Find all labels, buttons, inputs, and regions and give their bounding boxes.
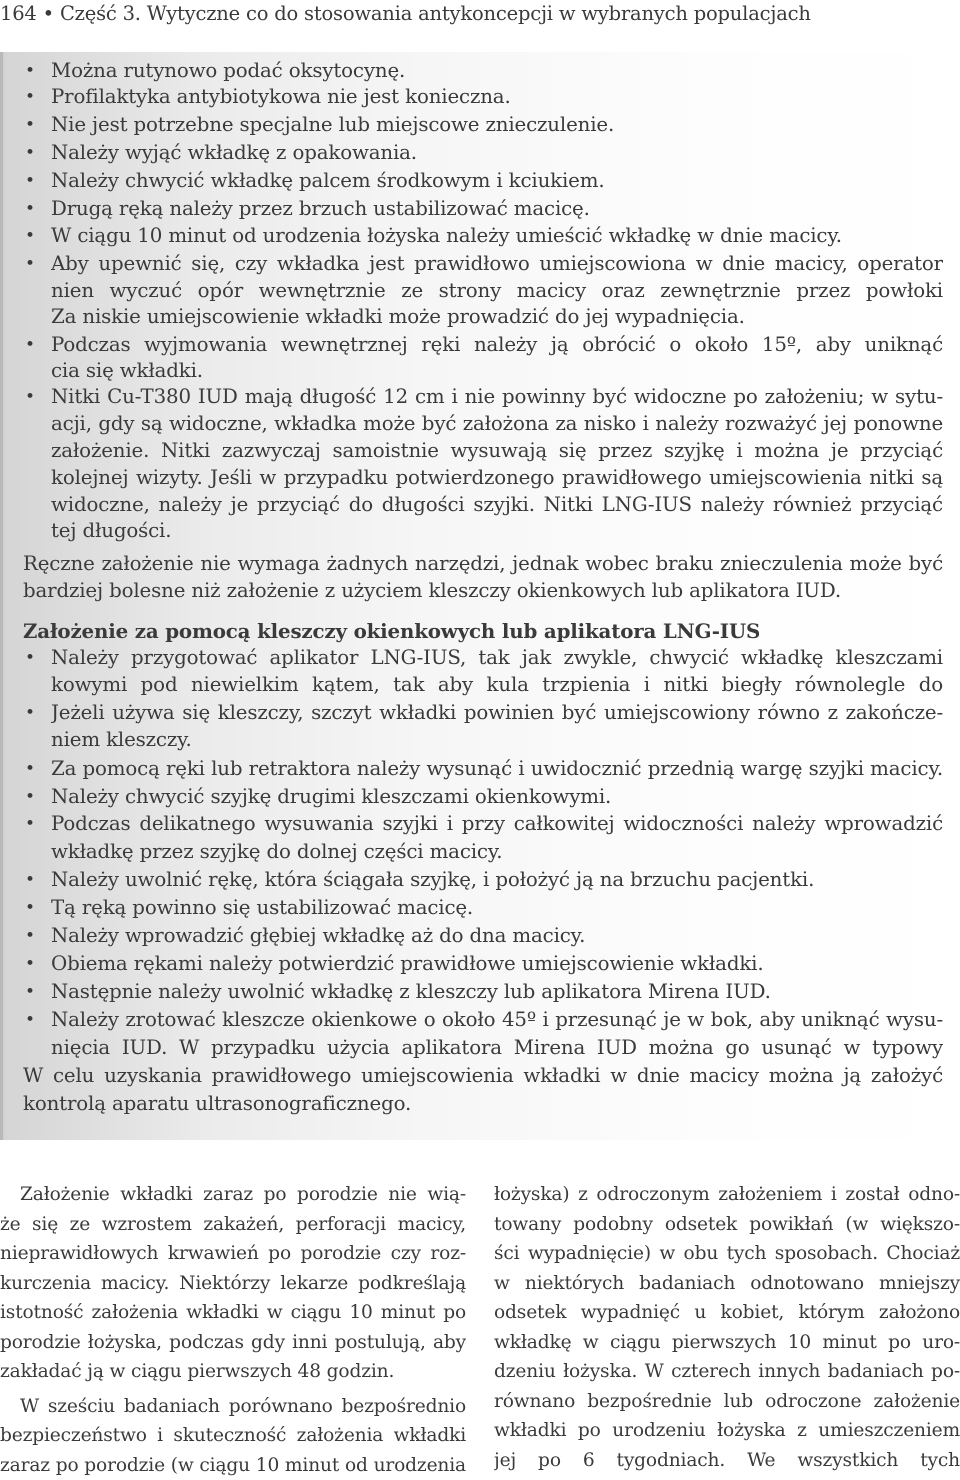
column-line: towany podobny odsetek powikłań (w większo- xyxy=(494,1210,960,1240)
bullet-marker: • xyxy=(25,645,35,671)
text-line: wkładkę przez szyjkę do dolnej części macicy. xyxy=(51,839,502,865)
bullet-marker: • xyxy=(25,1007,35,1033)
text-line: założenie. Nitki zazwyczaj samoistnie wysuwają się przez szyjkę i można je przyciąć xyxy=(51,438,943,464)
column-line: Założenie wkładki zaraz po porodzie nie wią- xyxy=(20,1180,466,1210)
bullet-item-line: Za pomocą ręki lub retraktora należy wysunąć i uwidocznić przednią wargę szyjki macicy. xyxy=(51,756,943,782)
column-line: istotność założenia wkładki w ciągu 10 minut po xyxy=(0,1298,466,1328)
bullet-item-line: Jeżeli używa się kleszczy, szczyt wkładki powinien być umiejscowiony równo z zakończe- xyxy=(51,700,943,726)
text-line: widoczne, należy je przyciąć do długości szyjki. Nitki LNG-IUS należy również przyciąć xyxy=(51,492,943,518)
bullet-marker: • xyxy=(25,951,35,977)
bullet-item-line: Należy przygotować aplikator LNG-IUS, tak jak zwykle, chwycić wkładkę kleszczami xyxy=(51,645,943,671)
column-line: porodzie łożyska, podczas gdy inni postulują, aby xyxy=(0,1328,466,1358)
column-line: dzeniu łożyska. W czterech innych badaniach po- xyxy=(494,1357,960,1387)
text-line: nien wyczuć opór wewnętrznie ze strony macicy oraz zewnętrznie przez powłoki xyxy=(51,278,943,304)
procedure-box xyxy=(0,52,960,1140)
column-line: jej po 6 tygodniach. We wszystkich tych xyxy=(494,1446,960,1476)
page-number: 164 xyxy=(0,2,37,25)
bullet-marker: • xyxy=(25,867,35,893)
text-line: cia się wkładki. xyxy=(51,358,203,384)
bullet-marker: • xyxy=(25,811,35,837)
bullet-item-line: Nitki Cu-T380 IUD mają długość 12 cm i nie powinny być widoczne po założeniu; w sytu- xyxy=(51,384,943,410)
bullet-marker: • xyxy=(25,756,35,782)
text-line: kontrolą aparatu ultrasonograficznego. xyxy=(23,1091,411,1117)
bullet-marker: • xyxy=(25,196,35,222)
bullet-marker: • xyxy=(25,84,35,110)
bullet-marker: • xyxy=(25,251,35,277)
column-line: równano bezpośrednie lub odroczone założenie xyxy=(494,1387,960,1417)
column-line: zakładać ją w ciągu pierwszych 48 godzin. xyxy=(0,1357,466,1387)
bullet-marker: • xyxy=(25,58,35,84)
column-line: łożyska) z odroczonym założeniem i został odno- xyxy=(494,1180,960,1210)
bullet-marker: • xyxy=(25,895,35,921)
column-line: wkładki po urodzeniu łożyska z umieszczeniem xyxy=(494,1416,960,1446)
column-line: bezpieczeństwo i skuteczność założenia wkładki xyxy=(0,1421,466,1451)
text-line: bardziej bolesne niż założenie z użyciem kleszczy okienkowych lub aplikatora IUD. xyxy=(23,578,841,604)
bullet-item-line: Podczas wyjmowania wewnętrznej ręki należy ją obrócić o około 15º, aby uniknąć xyxy=(51,332,943,358)
bullet-marker: • xyxy=(25,979,35,1005)
column-line: zaraz po porodzie (w ciągu 10 minut od urodzenia xyxy=(0,1451,466,1480)
text-line: W celu uzyskania prawidłowego umiejscowienia wkładki w dnie macicy można ją założyć xyxy=(23,1063,943,1089)
header-separator: • xyxy=(43,2,54,25)
bullet-marker: • xyxy=(25,140,35,166)
bullet-item-line: Obiema rękami należy potwierdzić prawidłowe umiejscowienie wkładki. xyxy=(51,951,764,977)
bullet-item-line: Należy wyjąć wkładkę z opakowania. xyxy=(51,140,417,166)
bullet-item-line: Profilaktyka antybiotykowa nie jest konieczna. xyxy=(51,84,511,110)
bullet-item-line: Aby upewnić się, czy wkładka jest prawidłowo umiejscowiona w dnie macicy, operator xyxy=(51,251,943,277)
column-line: kurczenia macicy. Niektórzy lekarze podkreślają xyxy=(0,1269,466,1299)
text-line: niem kleszczy. xyxy=(51,727,192,753)
bullet-item-line: Należy uwolnić rękę, która ściągała szyjkę, i położyć ją na brzuchu pacjentki. xyxy=(51,867,814,893)
running-header xyxy=(0,2,940,26)
running-title: Część 3. Wytyczne co do stosowania antykoncepcji w wybranych populacjach xyxy=(60,2,811,25)
column-line: ści wypadnięcie) w obu tych sposobach. Chociaż xyxy=(494,1239,960,1269)
bullet-marker: • xyxy=(25,784,35,810)
section-heading: Założenie za pomocą kleszczy okienkowych lub aplikatora LNG-IUS xyxy=(23,618,760,644)
bullet-item-line: Należy zrotować kleszcze okienkowe o około 45º i przesunąć je w bok, aby uniknąć wysu- xyxy=(51,1007,943,1033)
text-line: Ręczne założenie nie wymaga żadnych narzędzi, jednak wobec braku znieczulenia może być xyxy=(23,551,943,577)
bullet-marker: • xyxy=(25,700,35,726)
bullet-item-line: Tą ręką powinno się ustabilizować macicę. xyxy=(51,895,473,921)
bullet-item-line: Nie jest potrzebne specjalne lub miejscowe znieczulenie. xyxy=(51,112,614,138)
text-line: Za niskie umiejscowienie wkładki może prowadzić do jej wypadnięcia. xyxy=(51,304,745,330)
column-line: w niektórych badaniach odnotowano mniejszy xyxy=(494,1269,960,1299)
text-line: kowymi pod niewielkim kątem, tak aby kula trzpienia i nitki biegły równolegle do xyxy=(51,672,943,698)
bullet-item-line: W ciągu 10 minut od urodzenia łożyska należy umieścić wkładkę w dnie macicy. xyxy=(51,223,842,249)
column-line: nieprawidłowych krwawień po porodzie czy roz- xyxy=(0,1239,466,1269)
bullet-marker: • xyxy=(25,332,35,358)
text-line: kolejnej wizyty. Jeśli w przypadku potwierdzonego prawidłowego umiejscowienia nitki są xyxy=(51,465,943,491)
bullet-marker: • xyxy=(25,112,35,138)
bullet-marker: • xyxy=(25,923,35,949)
bullet-item-line: Można rutynowo podać oksytocynę. xyxy=(51,58,405,84)
text-line: nięcia IUD. W przypadku użycia aplikatora Mirena IUD można go usunąć w typowy xyxy=(51,1035,943,1061)
column-line: odsetek wypadnięć u kobiet, którym założono xyxy=(494,1298,960,1328)
bullet-marker: • xyxy=(25,168,35,194)
bullet-item-line: Następnie należy uwolnić wkładkę z kleszczy lub aplikatora Mirena IUD. xyxy=(51,979,771,1005)
bullet-marker: • xyxy=(25,223,35,249)
bullet-item-line: Podczas delikatnego wysuwania szyjki i przy całkowitej widoczności należy wprowadzić xyxy=(51,811,943,837)
bullet-item-line: Należy chwycić wkładkę palcem środkowym i kciukiem. xyxy=(51,168,605,194)
column-line: wkładkę w ciągu pierwszych 10 minut po uro- xyxy=(494,1328,960,1358)
column-line: W sześciu badaniach porównano bezpośrednio xyxy=(20,1392,466,1422)
text-line: acji, gdy są widoczne, wkładka może być założona za nisko i należy rozważyć jej ponowne xyxy=(51,411,943,437)
column-line: że się ze wzrostem zakażeń, perforacji macicy, xyxy=(0,1210,466,1240)
text-line: tej długości. xyxy=(51,518,171,544)
bullet-item-line: Należy chwycić szyjkę drugimi kleszczami okienkowymi. xyxy=(51,784,611,810)
bullet-marker: • xyxy=(25,384,35,410)
bullet-item-line: Należy wprowadzić głębiej wkładkę aż do dna macicy. xyxy=(51,923,585,949)
bullet-item-line: Drugą ręką należy przez brzuch ustabilizować macicę. xyxy=(51,196,590,222)
